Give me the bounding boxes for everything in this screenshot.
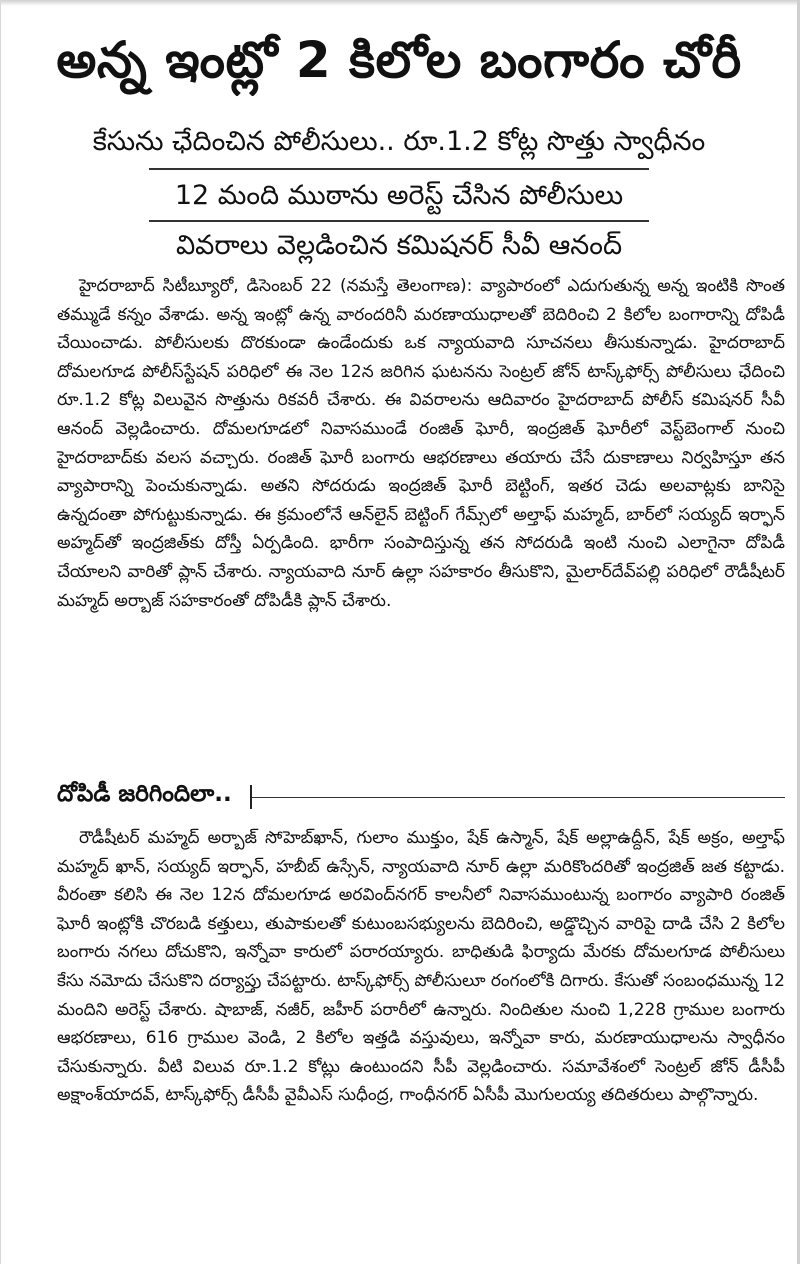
subheading-commissioner: వివరాలు వెల్లడించిన కమిషనర్‌ సీవీ ఆనంద్‌: [175, 230, 623, 261]
subheading-divider: [149, 168, 649, 170]
section-heading-line: [252, 797, 785, 798]
section-heading-row: [57, 780, 785, 814]
article-paragraph-robbery: రౌడీషీటర్‌ మహ్మద్‌ అర్బాజ్‌ సోహెబ్‌ఖాన్‌, గులాం ముక్తుం, షేక్‌ ఉస్మాన్‌, షేక్‌ అల్లాఉద్దీన్‌, షేక్‌ అక్రం, అల్తాఫ్‌ మహ్మద్‌ ఖాన్‌, సయ్యద్‌ ఇర్ఫాన్‌, హబీబ్‌ ఉస్సేన్‌, న్యాయవాది నూర్‌ ఉల్లా మరికొందరితో ఇంద్రజిత్‌ జత కట్టాడు. వీరంతా కలిసి ఈ నెల 12న దోమలగూడ అరవింద్‌నగర్‌ కాలనీలో నివాసముంటున్న బంగారం వ్యాపారి రంజిత్‌ ఘోరీ ఇంట్లోకి చొరబడి కత్తులు, తుపాకులతో కుటుంబసభ్యులను బెదిరించి, అడ్డొచ్చిన వారిపై దాడి చేసి 2 కిలోల బంగారు నగలు దోచుకొని, ఇన్నోవా కారులో పరారయ్యారు. బాధితుడి ఫిర్యాదు మేరకు దోమలగూడ పోలీసులు కేసు నమోదు చేసుకొని దర్యాప్తు చేపట్టారు. టాస్క్‌ఫోర్స్‌ పోలీసులూ రంగంలోకి దిగారు. కేసుతో సంబంధమున్న 12 మందిని అరెస్ట్‌ చేశారు. షాబాజ్‌, నజీర్‌, జహీర్‌ పరారీలో ఉన్నారు. నిందితుల నుంచి 1,228 గ్రాముల బంగారు ఆభరణాలు, 616 గ్రాముల వెండి, 2 కిలోల ఇత్తడి వస్తువులు, ఇన్నోవా కారు, మరణాయుధాలను స్వాధీనం చేసుకున్నారు. వీటి విలువ రూ.1.2 కోట్లు ఉంటుందని సీపీ వెల్లడించారు. సమావేశంలో సెంట్రల్‌ జోన్‌ డీసీపీ అక్షాంశ్‌యాదవ్‌, టాస్క్‌ఫోర్స్‌ డీసీపీ వైవీఎస్‌ సుధీంద్ర, గాంధీనగర్‌ ఏసీపీ మొగులయ్య తదితరులు పాల్గొన్నారు.: [57, 828, 785, 1106]
headline: అన్న ఇంట్లో 2 కిలోల బంగారం చోరీ: [56, 31, 742, 89]
article-paragraph-intro: హైదరాబాద్‌ సిటీబ్యూరో, డిసెంబర్‌ 22 (నమస్తే తెలంగాణ): వ్యాపారంలో ఎదుగుతున్న అన్న ఇంటికి సొంత తమ్ముడే కన్నం వేశాడు. అన్న ఇంట్లో ఉన్న వారందరినీ మరణాయుధాలతో బెదిరించి 2 కిలోల బంగారాన్ని దోపిడీ చేయించాడు. పోలీసులకు దొరకుండా ఉండేందుకు ఒక న్యాయవాది సూచనలు తీసుకున్నాడు. హైదరాబాద్‌ దోమలగూడ పోలీస్‌స్టేషన్‌ పరిధిలో ఈ నెల 12న జరిగిన ఘటనను సెంట్రల్‌ జోన్‌ టాస్క్‌ఫోర్స్‌ పోలీసులు ఛేదించి రూ.1.2 కోట్ల విలువైన సొత్తును రికవరీ చేశారు. ఈ వివరాలను ఆదివారం హైదరాబాద్‌ పోలీస్‌ కమిషనర్‌ సీవీ ఆనంద్‌ వెల్లడించారు. దోమలగూడలో నివాసముండే రంజిత్‌ ఘోరీ, ఇంద్రజిత్‌ ఘోరీలో వెస్ట్‌బెంగాల్‌ నుంచి హైదరాబాద్‌కు వలస వచ్చారు. రంజిత్‌ ఘోరీ బంగారు ఆభరణాలు తయారు చేసే దుకాణాలు నిర్వహిస్తూ తన వ్యాపారాన్ని పెంచుకున్నాడు. అతని సోదరుడు ఇంద్రజిత్‌ ఘోరీ బెట్టింగ్‌, ఇతర చెడు అలవాట్లకు బానిసై ఉన్నదంతా పోగుట్టుకున్నాడు. ఈ క్రమంలోనే ఆన్‌లైన్‌ బెట్టింగ్‌ గేమ్స్‌లో అల్తాఫ్‌ మహ్మద్‌, బార్‌లో సయ్యద్‌ ఇర్ఫాన్‌ అహ్మద్‌తో ఇంద్రజిత్‌కు దోస్తీ ఏర్పడింది. భారీగా సంపాదిస్తున్న తన సోదరుడి ఇంటి నుంచి ఎలాగైనా దోపిడీ చేయాలని వారితో ప్లాన్‌ చేశారు. న్యాయవాది నూర్‌ ఉల్లా సహకారం తీసుకొని, మైలార్‌దేవ్‌పల్లి పరిధిలో రౌడీషీటర్‌ మహ్మద్‌ అర్బాజ్‌ సహకారంతో దోపిడీకి ప్లాన్‌ చేశారు.: [57, 276, 785, 611]
subheading-recovery: కేసును ఛేదించిన పోలీసులు.. రూ.1.2 కోట్ల సొత్తు స్వాధీనం: [92, 126, 706, 157]
top-border: [1, 0, 797, 6]
section-title: దోపిడీ జరిగిందిలా..: [57, 781, 232, 807]
subheading-arrest: 12 మంది ముఠాను అరెస్ట్‌ చేసిన పోలీసులు: [174, 180, 624, 211]
